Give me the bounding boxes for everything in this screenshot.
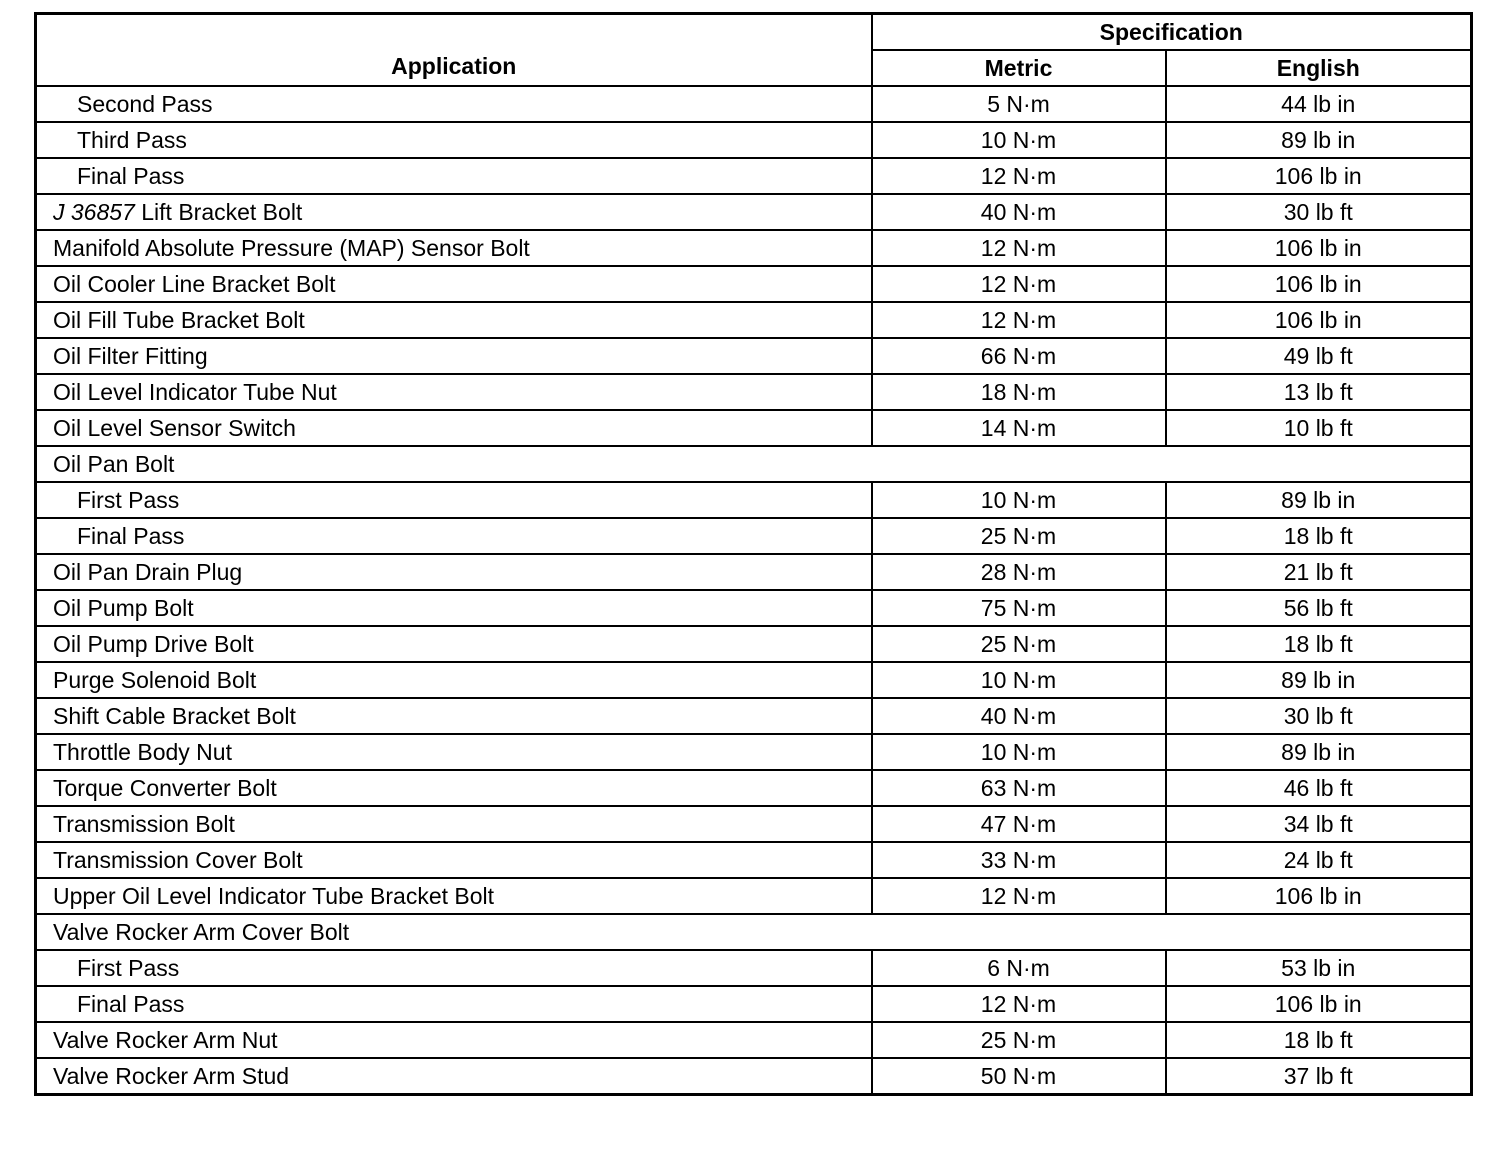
table-row — [36, 554, 1472, 590]
table-row — [36, 842, 1472, 878]
table-group-row — [36, 446, 1472, 482]
application-cell — [36, 770, 872, 806]
application-cell — [36, 554, 872, 590]
application-cell — [36, 266, 872, 302]
header-row-top — [36, 14, 1472, 51]
metric-cell: 50 N·m — [872, 1058, 1166, 1095]
metric-cell: 10 N·m — [872, 734, 1166, 770]
metric-cell: 10 N·m — [872, 482, 1166, 518]
metric-cell: 25 N·m — [872, 518, 1166, 554]
application-text: Throttle Body Nut — [53, 739, 232, 765]
table-row — [36, 266, 1472, 302]
application-cell — [36, 122, 872, 158]
application-text: Oil Filter Fitting — [53, 343, 208, 369]
application-text: Oil Pump Drive Bolt — [53, 631, 254, 657]
english-cell: 18 lb ft — [1166, 626, 1472, 662]
application-cell — [36, 338, 872, 374]
application-cell — [36, 914, 1472, 950]
english-cell: 49 lb ft — [1166, 338, 1472, 374]
table-row — [36, 734, 1472, 770]
specification-header: Specification — [872, 14, 1472, 51]
table-row — [36, 122, 1472, 158]
english-cell: 10 lb ft — [1166, 410, 1472, 446]
table-row — [36, 518, 1472, 554]
metric-cell: 12 N·m — [872, 986, 1166, 1022]
metric-cell: 12 N·m — [872, 878, 1166, 914]
application-cell — [36, 626, 872, 662]
metric-cell: 12 N·m — [872, 230, 1166, 266]
application-cell — [36, 1022, 872, 1058]
application-text: Torque Converter Bolt — [53, 775, 277, 801]
metric-cell: 33 N·m — [872, 842, 1166, 878]
application-cell — [36, 662, 872, 698]
table-header — [36, 14, 1472, 87]
english-cell: 89 lb in — [1166, 482, 1472, 518]
table-row — [36, 194, 1472, 230]
application-text: Third Pass — [77, 127, 187, 153]
english-cell: 89 lb in — [1166, 122, 1472, 158]
metric-cell: 25 N·m — [872, 626, 1166, 662]
table-body — [36, 86, 1472, 1095]
metric-cell: 28 N·m — [872, 554, 1166, 590]
application-text: Purge Solenoid Bolt — [53, 667, 257, 693]
table-row — [36, 878, 1472, 914]
metric-cell: 14 N·m — [872, 410, 1166, 446]
application-text: Final Pass — [77, 523, 185, 549]
application-cell — [36, 842, 872, 878]
table-row — [36, 770, 1472, 806]
metric-cell: 12 N·m — [872, 158, 1166, 194]
metric-cell: 12 N·m — [872, 302, 1166, 338]
english-cell: 18 lb ft — [1166, 1022, 1472, 1058]
metric-cell: 12 N·m — [872, 266, 1166, 302]
application-cell — [36, 1058, 872, 1095]
torque-spec-table — [34, 12, 1473, 1096]
application-cell — [36, 374, 872, 410]
metric-cell: 25 N·m — [872, 1022, 1166, 1058]
application-text: Oil Pump Bolt — [53, 595, 194, 621]
application-cell — [36, 986, 872, 1022]
application-cell — [36, 302, 872, 338]
table-row — [36, 698, 1472, 734]
application-cell — [36, 734, 872, 770]
application-text: Manifold Absolute Pressure (MAP) Sensor Bolt — [53, 235, 530, 261]
table-row — [36, 986, 1472, 1022]
application-text: Oil Cooler Line Bracket Bolt — [53, 271, 336, 297]
table-row — [36, 590, 1472, 626]
table-row — [36, 1058, 1472, 1095]
application-cell — [36, 410, 872, 446]
english-cell: 53 lb in — [1166, 950, 1472, 986]
metric-cell: 10 N·m — [872, 122, 1166, 158]
table-row — [36, 950, 1472, 986]
english-cell: 89 lb in — [1166, 734, 1472, 770]
table-row — [36, 230, 1472, 266]
application-text: Oil Fill Tube Bracket Bolt — [53, 307, 305, 333]
application-text: Valve Rocker Arm Stud — [53, 1063, 290, 1089]
english-cell: 30 lb ft — [1166, 194, 1472, 230]
application-text: Oil Level Indicator Tube Nut — [53, 379, 337, 405]
english-cell: 37 lb ft — [1166, 1058, 1472, 1095]
english-cell: 21 lb ft — [1166, 554, 1472, 590]
english-cell: 106 lb in — [1166, 878, 1472, 914]
application-cell — [36, 590, 872, 626]
metric-cell: 10 N·m — [872, 662, 1166, 698]
application-cell — [36, 194, 872, 230]
application-text: Final Pass — [77, 991, 185, 1017]
english-cell: 44 lb in — [1166, 86, 1472, 122]
application-cell — [36, 230, 872, 266]
application-text: Shift Cable Bracket Bolt — [53, 703, 296, 729]
application-text: Transmission Cover Bolt — [53, 847, 303, 873]
application-text: Upper Oil Level Indicator Tube Bracket Bolt — [53, 883, 495, 909]
application-cell — [36, 482, 872, 518]
table-row — [36, 482, 1472, 518]
application-cell — [36, 518, 872, 554]
table-group-row — [36, 914, 1472, 950]
metric-cell: 66 N·m — [872, 338, 1166, 374]
table-row — [36, 410, 1472, 446]
english-cell: 106 lb in — [1166, 230, 1472, 266]
english-cell: 46 lb ft — [1166, 770, 1472, 806]
tool-number: J 36857 — [53, 199, 135, 225]
table-row — [36, 374, 1472, 410]
metric-cell: 75 N·m — [872, 590, 1166, 626]
table-row — [36, 302, 1472, 338]
table-row — [36, 626, 1472, 662]
english-cell: 56 lb ft — [1166, 590, 1472, 626]
application-cell — [36, 878, 872, 914]
application-cell — [36, 158, 872, 194]
english-cell: 18 lb ft — [1166, 518, 1472, 554]
application-cell — [36, 806, 872, 842]
metric-header: Metric — [872, 50, 1166, 86]
application-text: First Pass — [77, 487, 180, 513]
english-cell: 24 lb ft — [1166, 842, 1472, 878]
english-cell: 13 lb ft — [1166, 374, 1472, 410]
metric-cell: 18 N·m — [872, 374, 1166, 410]
table-row — [36, 158, 1472, 194]
application-text: Second Pass — [77, 91, 213, 117]
application-text: Transmission Bolt — [53, 811, 235, 837]
metric-cell: 5 N·m — [872, 86, 1166, 122]
application-cell — [36, 86, 872, 122]
table-row — [36, 662, 1472, 698]
english-cell: 106 lb in — [1166, 986, 1472, 1022]
metric-cell: 40 N·m — [872, 194, 1166, 230]
english-header: English — [1166, 50, 1472, 86]
application-cell — [36, 698, 872, 734]
english-cell: 106 lb in — [1166, 302, 1472, 338]
metric-cell: 6 N·m — [872, 950, 1166, 986]
table-row — [36, 1022, 1472, 1058]
application-text: Valve Rocker Arm Nut — [53, 1027, 278, 1053]
application-text: Lift Bracket Bolt — [134, 199, 303, 225]
metric-cell: 47 N·m — [872, 806, 1166, 842]
application-text: Oil Pan Drain Plug — [53, 559, 243, 585]
english-cell: 106 lb in — [1166, 158, 1472, 194]
application-cell — [36, 446, 1472, 482]
english-cell: 106 lb in — [1166, 266, 1472, 302]
application-text: Final Pass — [77, 163, 185, 189]
english-cell: 30 lb ft — [1166, 698, 1472, 734]
application-header: Application — [36, 14, 872, 87]
table-row — [36, 806, 1472, 842]
application-text: Oil Level Sensor Switch — [53, 415, 296, 441]
metric-cell: 40 N·m — [872, 698, 1166, 734]
english-cell: 34 lb ft — [1166, 806, 1472, 842]
application-text: First Pass — [77, 955, 180, 981]
table-row — [36, 86, 1472, 122]
english-cell: 89 lb in — [1166, 662, 1472, 698]
metric-cell: 63 N·m — [872, 770, 1166, 806]
table-row — [36, 338, 1472, 374]
application-text: Valve Rocker Arm Cover Bolt — [53, 919, 350, 945]
application-text: Oil Pan Bolt — [53, 451, 175, 477]
application-cell — [36, 950, 872, 986]
